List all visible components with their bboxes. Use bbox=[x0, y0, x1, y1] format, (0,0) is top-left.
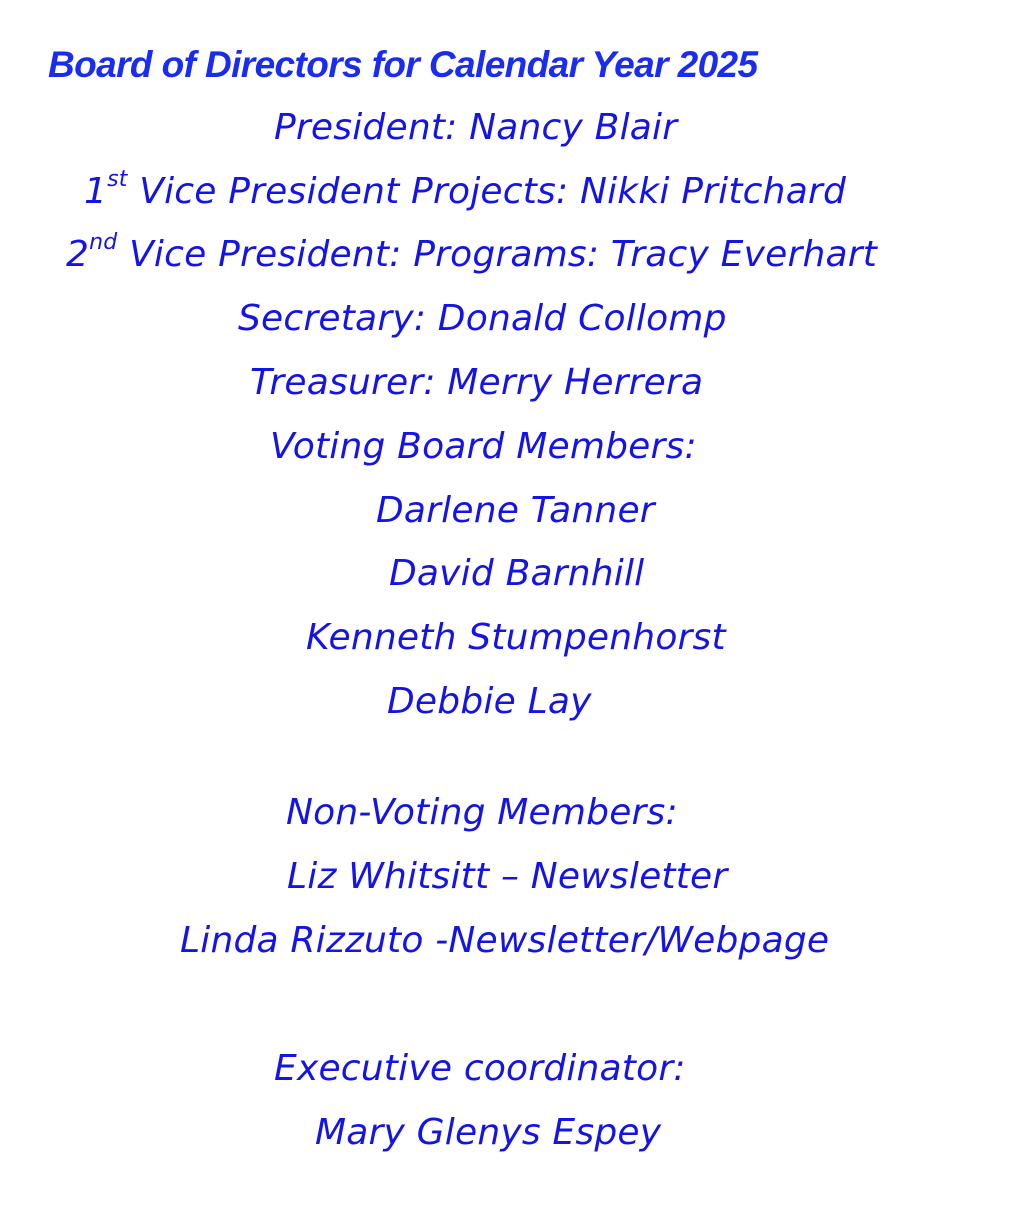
executive-coordinator-heading: Executive coordinator: bbox=[274, 1048, 686, 1089]
non-voting-member-item: Liz Whitsitt – Newsletter bbox=[287, 856, 728, 897]
executive-coordinator-name: Mary Glenys Espey bbox=[315, 1112, 662, 1153]
voting-member-item: Kenneth Stumpenhorst bbox=[306, 617, 726, 658]
voting-member-item: Darlene Tanner bbox=[376, 490, 655, 531]
president-line: President: Nancy Blair bbox=[274, 107, 678, 148]
vice-president-2-line bbox=[66, 230, 878, 277]
vice-president-1-ordinal-suffix: st bbox=[107, 167, 128, 192]
voting-member-item: David Barnhill bbox=[389, 553, 645, 594]
vice-president-1-line bbox=[84, 167, 847, 214]
treasurer-line: Treasurer: Merry Herrera bbox=[250, 362, 704, 403]
vice-president-2-text: Vice President: Programs: Tracy Everhart bbox=[117, 234, 878, 275]
secretary-line: Secretary: Donald Collomp bbox=[238, 298, 727, 339]
page-title: Board of Directors for Calendar Year 2025 bbox=[48, 44, 758, 85]
vice-president-1-text: Vice President Projects: Nikki Pritchard bbox=[127, 171, 847, 212]
vice-president-2-ordinal-suffix: nd bbox=[89, 230, 118, 255]
vice-president-1-ordinal: 1 bbox=[84, 171, 108, 212]
non-voting-members-heading: Non-Voting Members: bbox=[286, 792, 678, 833]
voting-member-item: Debbie Lay bbox=[387, 681, 592, 722]
vice-president-2-ordinal: 2 bbox=[66, 234, 90, 275]
voting-members-heading: Voting Board Members: bbox=[270, 426, 697, 467]
non-voting-member-item: Linda Rizzuto -Newsletter/Webpage bbox=[180, 920, 830, 961]
